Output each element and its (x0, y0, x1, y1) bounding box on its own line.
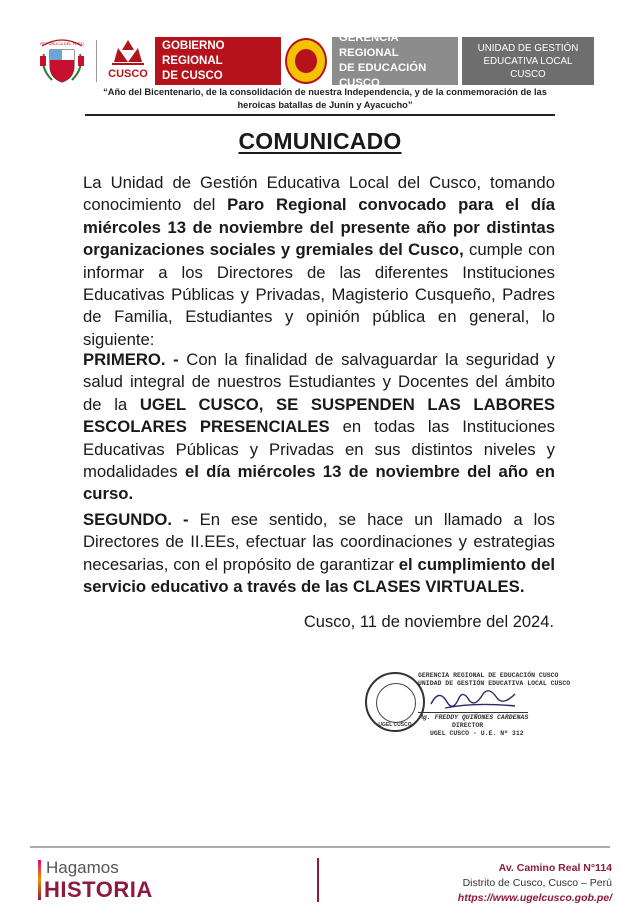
brand-hagamos: Hagamos (46, 858, 119, 877)
primero-bold-1: UGEL CUSCO, SE SUSPENDEN LAS LABORES ESCOLARES PRESENCIALES (83, 394, 555, 437)
brand-accent-bar (38, 860, 41, 900)
gobierno-regional-box (155, 37, 281, 85)
segundo-paragraph (83, 509, 555, 599)
primero-text-2: en todas las Instituciones Educativas Públicas y Privadas en sus distintos niveles y modalidades (83, 417, 555, 482)
footer-divider (317, 858, 319, 902)
director-unit: UGEL CUSCO - U.E. Nº 312 (430, 730, 524, 737)
footer-address: Av. Camino Real N°114 (498, 862, 612, 874)
document-title: COMUNICADO (238, 128, 402, 154)
director-name: Mg. FREDDY QUIÑONES CARDENAS (419, 714, 529, 721)
year-slogan (95, 86, 555, 112)
stamp-line2: UNIDAD DE GESTIÓN EDUCATIVA LOCAL CUSCO (418, 680, 571, 687)
gerencia-line1: GERENCIA REGIONAL (339, 32, 399, 59)
director-role: DIRECTOR (452, 722, 484, 729)
segundo-bold-1: el cumplimiento del servicio educativo a través de las CLASES VIRTUALES. (83, 554, 555, 597)
gobierno-regional-line2: DE CUSCO (162, 69, 223, 82)
ugel-line1: UNIDAD DE GESTIÓN (477, 42, 579, 54)
gobierno-regional-line1: GOBIERNO REGIONAL (162, 39, 225, 67)
handwritten-signature (425, 682, 535, 714)
brand-historia: HISTORIA (44, 877, 153, 902)
intro-text-1: La Unidad de Gestión Educativa Local del Cusco, tomando conocimiento del (83, 173, 555, 215)
round-stamp-inner (376, 683, 416, 723)
segundo-label: SEGUNDO. - (83, 510, 189, 529)
primero-label: PRIMERO. - (83, 350, 179, 369)
document-date: Cusco, 11 de noviembre del 2024. (303, 613, 554, 631)
segundo-text-1: En ese sentido, se hace un llamado a los Directores de II.EEs, efectuar las coordinaciones y estrategias necesarias, con el propósito de garantizar (83, 510, 555, 574)
footer-district: Distrito de Cusco, Cusco – Perú (462, 877, 612, 889)
primero-paragraph (83, 349, 555, 506)
svg-text:REPÚBLICA DEL PERÚ: REPÚBLICA DEL PERÚ (40, 41, 84, 46)
header-separator (96, 40, 97, 82)
stamp-line1: GERENCIA REGIONAL DE EDUCACIÓN CUSCO (418, 672, 559, 679)
intro-paragraph (83, 172, 555, 351)
intro-bold-1: Paro Regional convocado para el día miércoles 13 de noviembre del presente año por distintas organizaciones sociales y gremiales del Cusco, (83, 195, 555, 260)
ugel-line2: EDUCATIVA LOCAL (483, 55, 573, 67)
header-rule (85, 114, 555, 116)
round-official-stamp (365, 672, 425, 732)
ugel-line3: CUSCO (510, 68, 546, 80)
gerencia-line2: DE EDUCACIÓN CUSCO (339, 62, 427, 89)
footer-website-link[interactable]: https://www.ugelcusco.gob.pe/ (457, 892, 612, 904)
gerencia-regional-box (332, 32, 458, 89)
intro-text-2: cumple con informar a los Directores de las diferentes Instituciones Educativas Públicas y Privadas, Magisterio Cusqueño, Padres de Familia, Estudiantes y opinión pública en general, lo siguiente: (83, 240, 555, 349)
footer-rule (30, 846, 610, 848)
primero-text-1: Con la finalidad de salvaguardar la seguridad y salud integral de nuestros Estudiantes y Docentes del ámbito de la (83, 350, 555, 414)
peru-coat-of-arms-logo (34, 36, 90, 86)
gerencia-seal-inner (295, 49, 317, 73)
cusco-logo-text: CUSCO (108, 68, 148, 80)
slogan-line1: “Año del Bicentenario, de la consolidación de nuestra Independencia, y de la conmemoración de las (103, 87, 547, 97)
signature-rule (418, 712, 528, 713)
round-stamp-text: UGEL CUSCO (378, 722, 412, 728)
gerencia-education-seal (285, 38, 327, 84)
slogan-line2: heroicas batallas de Junín y Ayacucho” (237, 100, 413, 110)
ugel-box (462, 37, 594, 85)
primero-bold-2: el día miércoles 13 de noviembre del año en curso. (83, 462, 556, 504)
